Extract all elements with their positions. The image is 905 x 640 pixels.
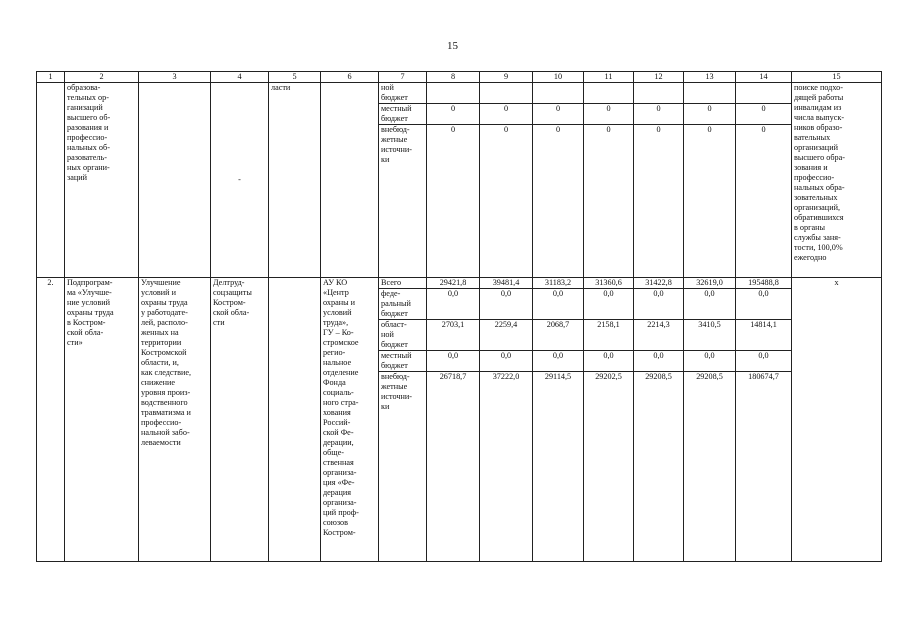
- cell-value: 29208,5: [634, 372, 684, 562]
- cell-source: феде- ральный бюджет: [379, 289, 427, 320]
- header-cell: 7: [379, 72, 427, 83]
- cell-value: [584, 83, 634, 104]
- cell-value: 32619,0: [684, 278, 736, 289]
- cell-value: 0: [736, 104, 792, 125]
- cell-value: 29114,5: [533, 372, 584, 562]
- cell-value: 0: [634, 125, 684, 278]
- cell-value: 2158,1: [584, 320, 634, 351]
- table-row: [37, 83, 882, 104]
- cell-value: 0: [684, 125, 736, 278]
- header-cell: 3: [139, 72, 211, 83]
- cell-value: 0,0: [634, 289, 684, 320]
- cell-source: внебюд- жетные источни- ки: [379, 372, 427, 562]
- cell-value: 26718,7: [427, 372, 480, 562]
- cell-value: 29208,5: [684, 372, 736, 562]
- cell-value: 0,0: [684, 351, 736, 372]
- cell-executor: ласти: [269, 83, 321, 278]
- cell-num: 2.: [37, 278, 65, 562]
- cell-value: 14814,1: [736, 320, 792, 351]
- header-cell: 13: [684, 72, 736, 83]
- cell-num: [37, 83, 65, 278]
- cell-value: 0,0: [634, 351, 684, 372]
- cell-value: 0: [480, 104, 533, 125]
- cell-indicator: x: [792, 278, 882, 562]
- cell-participants: АУ КО «Центр охраны и условий труда», ГУ – Ко- стромское регио- нальное отделение Фонда социаль- ного стра- хования Россий- ской Фе- дерации, обще- ственная организа- ция «Фе- дерация организа- ций проф- союзов Костром-: [321, 278, 379, 562]
- cell-value: 0,0: [480, 351, 533, 372]
- cell-value: 180674,7: [736, 372, 792, 562]
- cell-value: [684, 83, 736, 104]
- cell-value: 0,0: [427, 289, 480, 320]
- cell-participants: [321, 83, 379, 278]
- header-row: [37, 72, 882, 83]
- cell-value: 0,0: [684, 289, 736, 320]
- cell-value: [634, 83, 684, 104]
- cell-indicator: поиске подхо- дящей работы инвалидам из числа выпуск- ников образо- вательных организаций высшего обра- зования и профессио- нальных обра- зовательных организаций, обратившихся в органы службы заня- тости, 100,0% ежегодно: [792, 83, 882, 278]
- cell-value: 0,0: [584, 351, 634, 372]
- cell-goal: [139, 83, 211, 278]
- header-cell: 4: [211, 72, 269, 83]
- cell-value: [427, 83, 480, 104]
- cell-value: 0,0: [427, 351, 480, 372]
- cell-value: 0,0: [736, 351, 792, 372]
- cell-value: [533, 83, 584, 104]
- cell-value: 29421,8: [427, 278, 480, 289]
- cell-value: 31422,8: [634, 278, 684, 289]
- header-cell: 8: [427, 72, 480, 83]
- header-cell: 2: [65, 72, 139, 83]
- page-number: 15: [447, 40, 458, 52]
- cell-value: 2259,4: [480, 320, 533, 351]
- cell-program-name: Подпрограм- ма «Улучше- ние условий охраны труда в Костром- ской обла- сти»: [65, 278, 139, 562]
- cell-value: [480, 83, 533, 104]
- cell-source: Всего: [379, 278, 427, 289]
- cell-value: 0: [684, 104, 736, 125]
- header-cell: 6: [321, 72, 379, 83]
- cell-period: [269, 278, 321, 562]
- cell-value: 0: [634, 104, 684, 125]
- program-table: [36, 71, 882, 562]
- header-cell: 11: [584, 72, 634, 83]
- header-cell: 12: [634, 72, 684, 83]
- cell-value: 2703,1: [427, 320, 480, 351]
- cell-value: 0: [584, 104, 634, 125]
- header-cell: 10: [533, 72, 584, 83]
- header-cell: 14: [736, 72, 792, 83]
- cell-source: местный бюджет: [379, 351, 427, 372]
- cell-value: 31183,2: [533, 278, 584, 289]
- cell-source: внебюд- жетные источни- ки: [379, 125, 427, 278]
- cell-value: 39481,4: [480, 278, 533, 289]
- header-cell: 5: [269, 72, 321, 83]
- cell-value: 2214,3: [634, 320, 684, 351]
- cell-executor: Делтруд- соцзащиты Костром- ской обла- сти: [211, 278, 269, 562]
- cell-value: 0,0: [584, 289, 634, 320]
- header-cell: 9: [480, 72, 533, 83]
- cell-value: 0,0: [533, 289, 584, 320]
- cell-value: 3410,5: [684, 320, 736, 351]
- cell-value: 0: [427, 125, 480, 278]
- cell-value: 2068,7: [533, 320, 584, 351]
- cell-value: 0: [480, 125, 533, 278]
- cell-program-name: образова- тельных ор- ганизаций высшего об- разования и профессио- нальных об- разователь- ных органи- заций: [65, 83, 139, 278]
- cell-value: [736, 83, 792, 104]
- cell-source: област- ной бюджет: [379, 320, 427, 351]
- cell-dash: -: [211, 83, 269, 278]
- header-cell: 1: [37, 72, 65, 83]
- cell-value: 0: [736, 125, 792, 278]
- cell-value: 0,0: [533, 351, 584, 372]
- table-row: [37, 278, 882, 289]
- cell-value: 37222,0: [480, 372, 533, 562]
- cell-value: 0,0: [480, 289, 533, 320]
- cell-goal: Улучшение условий и охраны труда у работодате- лей, располо- женных на территории Костромской области, и, как следствие, снижение уровня произ- водственного травматизма и профессио- нальной забо- леваемости: [139, 278, 211, 562]
- cell-value: 0: [533, 125, 584, 278]
- cell-value: 0: [533, 104, 584, 125]
- cell-value: 0: [584, 125, 634, 278]
- cell-value: 0,0: [736, 289, 792, 320]
- cell-source: местный бюджет: [379, 104, 427, 125]
- cell-value: 31360,6: [584, 278, 634, 289]
- cell-value: 29202,5: [584, 372, 634, 562]
- cell-source: ной бюджет: [379, 83, 427, 104]
- cell-value: 195488,8: [736, 278, 792, 289]
- cell-value: 0: [427, 104, 480, 125]
- header-cell: 15: [792, 72, 882, 83]
